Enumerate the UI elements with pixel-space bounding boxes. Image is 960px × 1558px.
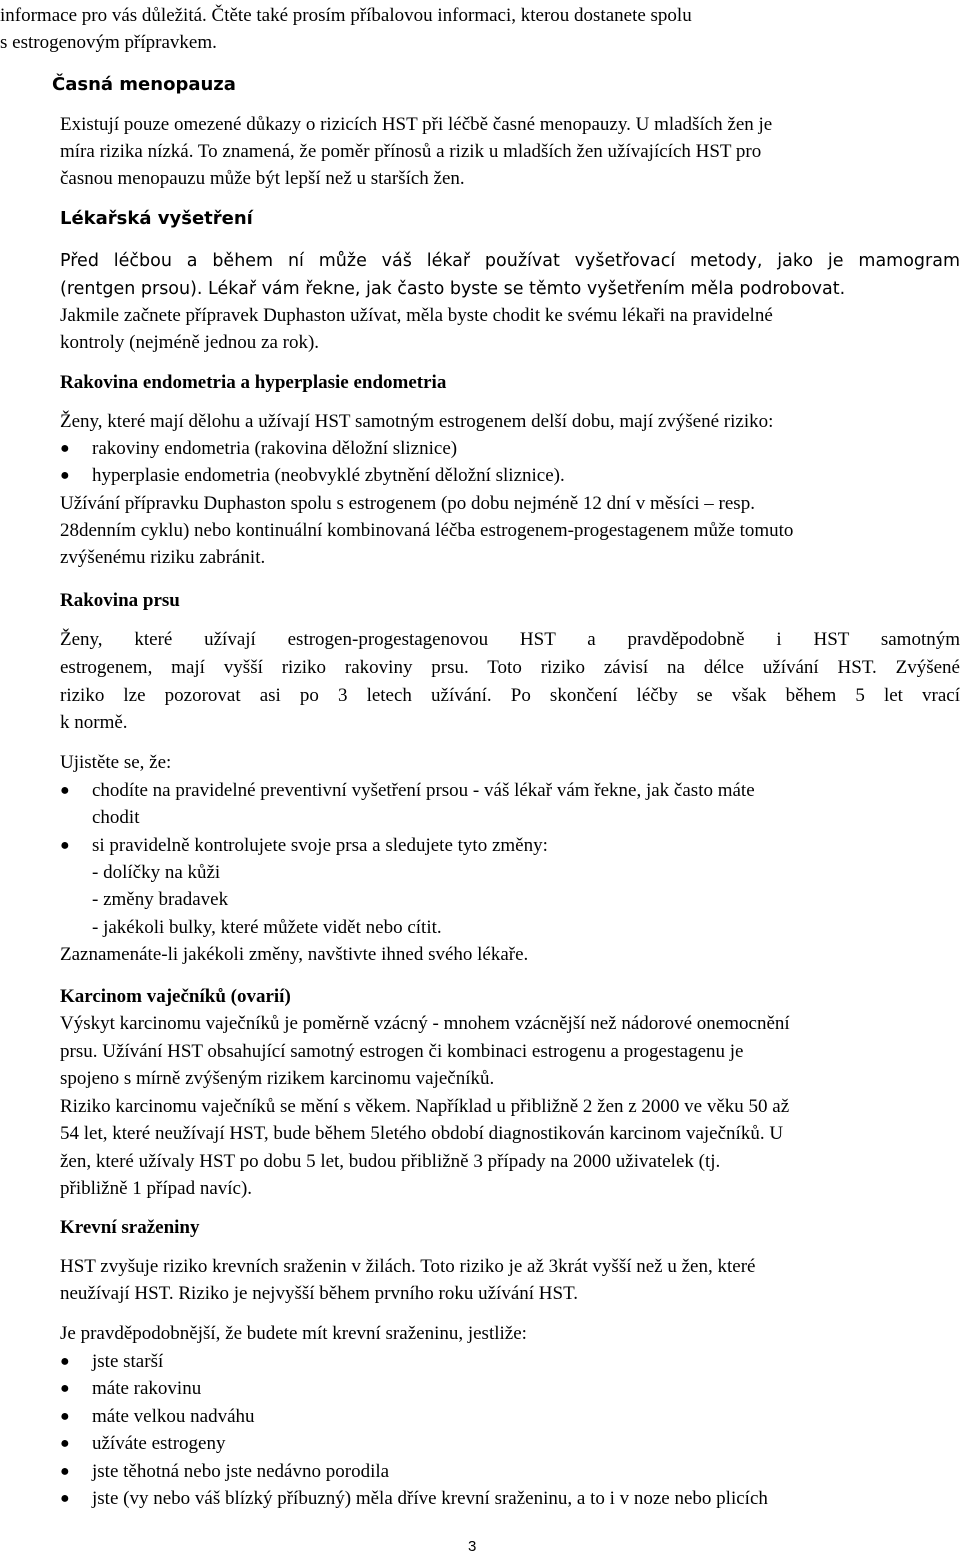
bullet-icon: ● <box>60 1408 70 1425</box>
paragraph-line: Zaznamenáte-li jakékoli změny, navštivte ihned svého lékaře. <box>60 944 529 965</box>
list-item: si pravidelně kontrolujete svoje prsa a sledujete tyto změny: <box>92 835 548 856</box>
list-item: chodíte na pravidelné preventivní vyšetření prsou - váš lékař vám řekne, jak často máte <box>92 780 755 801</box>
list-item: hyperplasie endometria (neobvyklé zbytnění děložní sliznice). <box>92 465 565 486</box>
section-heading-breast-cancer: Rakovina prsu <box>60 590 180 611</box>
bullet-icon: ● <box>60 440 70 457</box>
bullet-icon: ● <box>60 1353 70 1370</box>
list-item: rakoviny endometria (rakovina děložní sliznice) <box>92 438 458 459</box>
paragraph-line: Jakmile začnete přípravek Duphaston užívat, měla byste chodit ke svému lékaři na pravidelné <box>60 305 773 326</box>
paragraph-line: riziko lze pozorovat asi po 3 letech užívání. Po skončení léčby se však během 5 let vrací <box>60 685 960 706</box>
paragraph-line: spojeno s mírně zvýšeným rizikem karcinomu vaječníků. <box>60 1068 495 1089</box>
paragraph-line: Ujistěte se, že: <box>60 752 172 773</box>
paragraph-line: HST zvyšuje riziko krevních sraženin v žilách. Toto riziko je až 3krát vyšší než u žen, které <box>60 1256 756 1277</box>
intro-line: s estrogenovým přípravkem. <box>0 32 217 53</box>
bullet-icon: ● <box>60 1490 70 1507</box>
list-item: máte rakovinu <box>92 1378 202 1399</box>
bullet-icon: ● <box>60 837 70 854</box>
paragraph-line: k normě. <box>60 712 128 733</box>
paragraph-line: prsu. Užívání HST obsahující samotný estrogen či kombinaci estrogenu a progestagenu je <box>60 1041 744 1062</box>
list-item: užíváte estrogeny <box>92 1433 226 1454</box>
bullet-icon: ● <box>60 467 70 484</box>
paragraph-line: 54 let, které neužívají HST, bude během 5letého období diagnostikován karcinom vaječníků. U <box>60 1123 784 1144</box>
dash-item: - jakékoli bulky, které můžete vidět nebo cítit. <box>92 917 442 938</box>
section-heading-early-menopause: Časná menopauza <box>52 74 236 95</box>
list-item: jste těhotná nebo jste nedávno porodila <box>92 1461 390 1482</box>
paragraph-line: časnou menopauzu může být lepší než u starších žen. <box>60 168 465 189</box>
paragraph-line: estrogenem, mají vyšší riziko rakoviny prsu. Toto riziko závisí na délce užívání HST. Zvýšené <box>60 657 960 678</box>
section-heading-blood-clots: Krevní sraženiny <box>60 1217 200 1238</box>
paragraph-line: Před léčbou a během ní může váš lékař používat vyšetřovací metody, jako je mamogram <box>60 251 960 271</box>
bullet-icon: ● <box>60 1463 70 1480</box>
bullet-icon: ● <box>60 1435 70 1452</box>
list-item: máte velkou nadváhu <box>92 1406 255 1427</box>
paragraph-line: Užívání přípravku Duphaston spolu s estrogenem (po dobu nejméně 12 dní v měsíci – resp. <box>60 493 755 514</box>
paragraph-line: Riziko karcinomu vaječníků se mění s věkem. Například u přibližně 2 žen z 2000 ve věku 50 až <box>60 1096 790 1117</box>
paragraph-line: přibližně 1 případ navíc). <box>60 1178 253 1199</box>
paragraph-line: kontroly (nejméně jednou za rok). <box>60 332 320 353</box>
list-item: jste (vy nebo váš blízký příbuzný) měla dříve krevní sraženinu, a to i v noze nebo plicích <box>92 1488 768 1509</box>
paragraph-line: 28denním cyklu) nebo kontinuální kombinovaná léčba estrogenem-progestagenem může tomuto <box>60 520 794 541</box>
dash-item: - změny bradavek <box>92 889 229 910</box>
paragraph-line: Výskyt karcinomu vaječníků je poměrně vzácný - mnohem vzácnější než nádorové onemocnění <box>60 1013 790 1034</box>
section-heading-exams: Lékařská vyšetření <box>60 208 253 229</box>
page-number: 3 <box>468 1538 477 1555</box>
intro-line: informace pro vás důležitá. Čtěte také prosím příbalovou informaci, kterou dostanete spolu <box>0 5 692 26</box>
paragraph-line: Ženy, které mají dělohu a užívají HST samotným estrogenem delší dobu, mají zvýšené riziko: <box>60 411 774 432</box>
paragraph-line: míra rizika nízká. To znamená, že poměr přínosů a rizik u mladších žen užívajících HST pro <box>60 141 762 162</box>
dash-item: - dolíčky na kůži <box>92 862 221 883</box>
bullet-icon: ● <box>60 1380 70 1397</box>
paragraph-line: Ženy, které užívají estrogen-progestagenovou HST a pravděpodobně i HST samotným <box>60 629 960 650</box>
paragraph-line: neužívají HST. Riziko je nejvyšší během prvního roku užívání HST. <box>60 1283 579 1304</box>
paragraph-line: žen, které užívaly HST po dobu 5 let, budou přibližně 3 případy na 2000 uživatelek (tj. <box>60 1151 721 1172</box>
paragraph-line: Je pravděpodobnější, že budete mít krevní sraženinu, jestliže: <box>60 1323 527 1344</box>
list-item: jste starší <box>92 1351 164 1372</box>
paragraph-line: (rentgen prsou). Lékař vám řekne, jak často byste se těmto vyšetřením měla podrobovat. <box>60 279 846 299</box>
paragraph-line: zvýšenému riziku zabránit. <box>60 547 266 568</box>
list-item-continuation: chodit <box>92 807 140 828</box>
bullet-icon: ● <box>60 782 70 799</box>
section-heading-endometrium: Rakovina endometria a hyperplasie endometria <box>60 372 447 393</box>
paragraph-line: Existují pouze omezené důkazy o rizicích HST při léčbě časné menopauzy. U mladších žen je <box>60 114 773 135</box>
section-heading-ovarian-cancer: Karcinom vaječníků (ovarií) <box>60 986 291 1007</box>
